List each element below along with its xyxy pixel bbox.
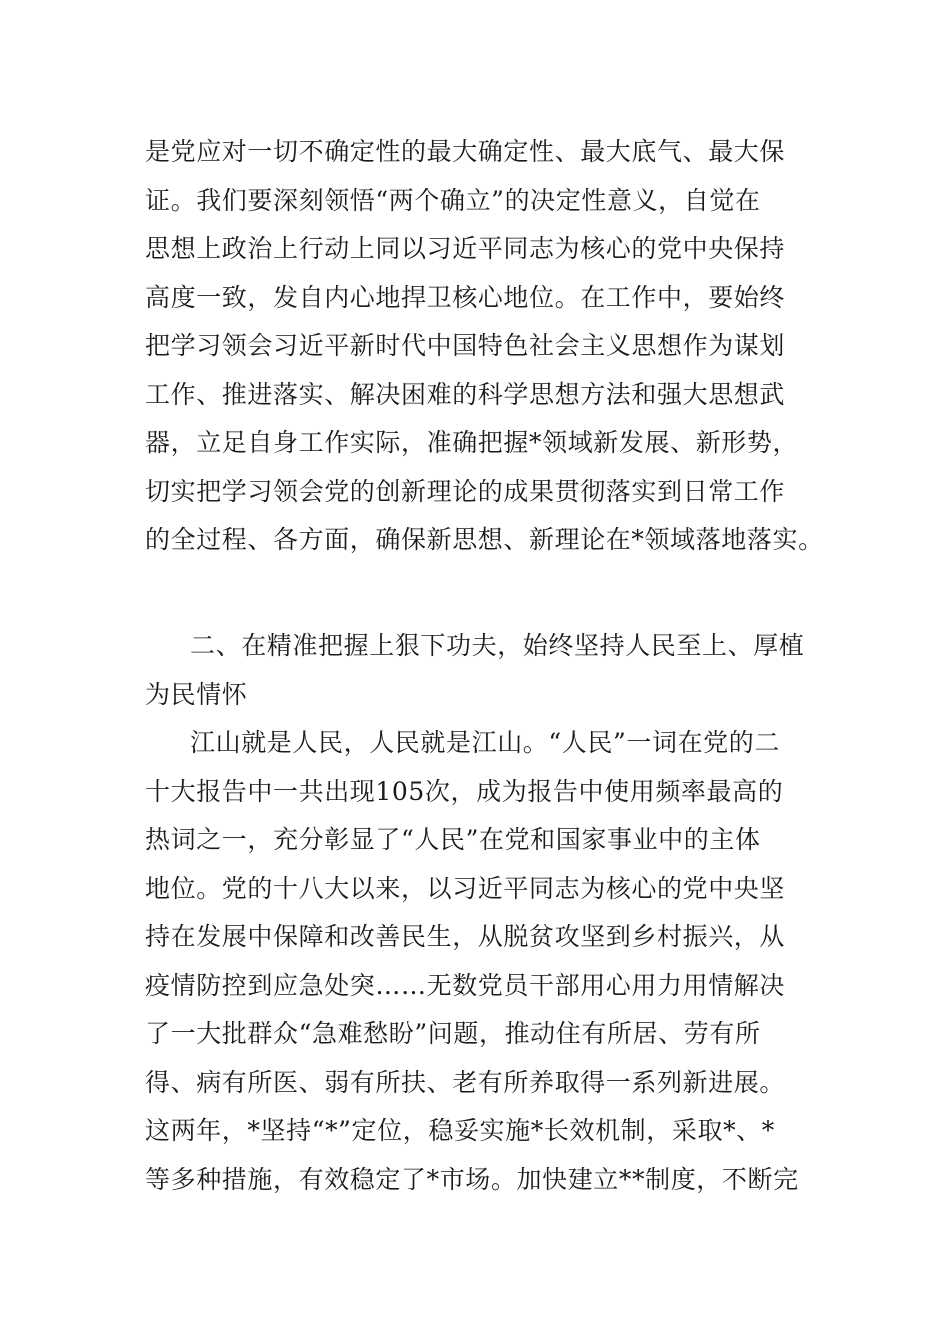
paragraph-line: 得、病有所医、弱有所扶、老有所养取得一系列新进展。 <box>145 1068 786 1097</box>
paragraph-line: 工作、推进落实、解决困难的科学思想方法和强大思想武 <box>145 380 786 409</box>
paragraph-line: 持在发展中保障和改善民生，从脱贫攻坚到乡村振兴，从 <box>145 922 786 951</box>
paragraph-line: 高度一致，发自内心地捍卫核心地位。在工作中，要始终 <box>145 283 786 312</box>
heading-line: 二、在精准把握上狠下功夫，始终坚持人民至上、厚植 <box>190 631 805 660</box>
paragraph-line: 江山就是人民，人民就是江山。“人民”一词在党的二 <box>190 728 780 757</box>
paragraph-line: 的全过程、各方面，确保新思想、新理论在*领域落地落实。 <box>145 525 824 554</box>
paragraph-line: 思想上政治上行动上同以习近平同志为核心的党中央保持 <box>145 234 786 263</box>
paragraph-line: 把学习领会习近平新时代中国特色社会主义思想作为谋划 <box>145 331 786 360</box>
paragraph-line: 这两年，*坚持“*”定位，稳妥实施*长效机制，采取*、* <box>145 1116 775 1145</box>
paragraph-line: 地位。党的十八大以来，以习近平同志为核心的党中央坚 <box>145 874 786 903</box>
paragraph-line: 证。我们要深刻领悟“两个确立”的决定性意义，自觉在 <box>145 186 761 215</box>
paragraph-line: 热词之一，充分彰显了“人民”在党和国家事业中的主体 <box>145 825 761 854</box>
paragraph-line: 等多种措施，有效稳定了*市场。加快建立**制度，不断完 <box>145 1165 799 1194</box>
paragraph-line: 了一大批群众“急难愁盼”问题，推动住有所居、劳有所 <box>145 1019 761 1048</box>
paragraph-line: 是党应对一切不确定性的最大确定性、最大底气、最大保 <box>145 137 786 166</box>
heading-line: 为民情怀 <box>145 680 248 709</box>
paragraph-line: 器，立足自身工作实际，准确把握*领域新发展、新形势， <box>145 428 799 457</box>
paragraph-line: 十大报告中一共出现105次，成为报告中使用频率最高的 <box>145 777 784 806</box>
paragraph-line: 切实把学习领会党的创新理论的成果贯彻落实到日常工作 <box>145 477 786 506</box>
paragraph-line: 疫情防控到应急处突……无数党员干部用心用力用情解决 <box>145 971 786 1000</box>
